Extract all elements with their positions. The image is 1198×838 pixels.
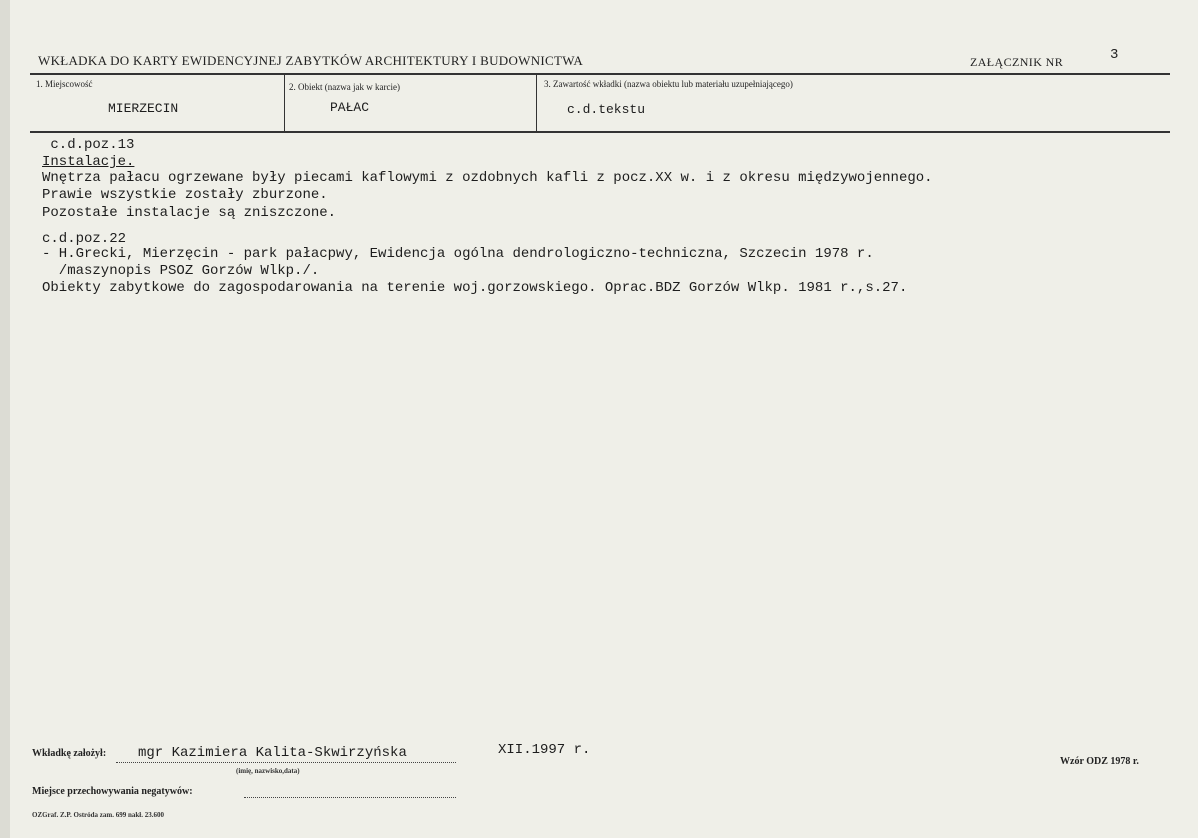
- print-info: OZGraf. Z.P. Ostróda zam. 699 nakł. 23.600: [32, 811, 164, 819]
- storage-label: Miejsce przechowywania negatywów:: [32, 786, 193, 797]
- field-divider-2: [536, 75, 537, 131]
- date-value: XII.1997 r.: [498, 742, 591, 758]
- object-label: 2. Obiekt (nazwa jak w karcie): [289, 82, 400, 92]
- locality-value: MIERZECIN: [108, 101, 179, 116]
- body-line: - H.Grecki, Mierzęcin - park pałacpwy, Ewidencja ogólna dendrologiczno-techniczna, Szczecin 1978 r.: [42, 246, 874, 262]
- annex-number: 3: [1110, 47, 1119, 63]
- header-rule: [30, 73, 1170, 75]
- created-by-value: mgr Kazimiera Kalita-Skwirzyńska: [138, 745, 407, 761]
- fields-rule: [30, 131, 1170, 133]
- form-title: WKŁADKA DO KARTY EWIDENCYJNEJ ZABYTKÓW ARCHITEKTURY I BUDOWNICTWA: [38, 53, 584, 68]
- name-hint: (imię, nazwisko,data): [236, 767, 300, 775]
- body-line: Obiekty zabytkowe do zagospodarowania na terenie woj.gorzowskiego. Oprac.BDZ Gorzów Wlkp. 1981 r.,s.27.: [42, 280, 908, 296]
- body-line: c.d.poz.22: [42, 231, 127, 247]
- body-line: c.d.poz.13: [42, 137, 135, 153]
- created-by-line: [116, 762, 456, 763]
- body-line: /maszynopis PSOZ Gorzów Wlkp./.: [42, 263, 320, 279]
- content-value: c.d.tekstu: [567, 102, 646, 117]
- record-card: [10, 0, 1198, 838]
- body-line: Wnętrza pałacu ogrzewane były piecami kaflowymi z ozdobnych kafli z pocz.XX w. i z okresu międzywojennego.: [42, 170, 933, 186]
- body-line: Prawie wszystkie zostały zburzone.: [42, 187, 328, 203]
- storage-line: [244, 797, 456, 798]
- field-divider-1: [284, 75, 285, 131]
- body-line-heading: Instalacje.: [42, 154, 135, 170]
- object-value: PAŁAC: [330, 100, 370, 115]
- locality-label: 1. Miejscowość: [36, 79, 93, 89]
- pattern-label: Wzór ODZ 1978 r.: [1060, 756, 1139, 767]
- created-by-label: Wkładkę założył:: [32, 748, 107, 759]
- annex-label: ZAŁĄCZNIK NR: [970, 55, 1064, 69]
- content-label: 3. Zawartość wkładki (nazwa obiektu lub materiału uzupełniającego): [544, 79, 793, 89]
- body-line: Pozostałe instalacje są zniszczone.: [42, 205, 337, 221]
